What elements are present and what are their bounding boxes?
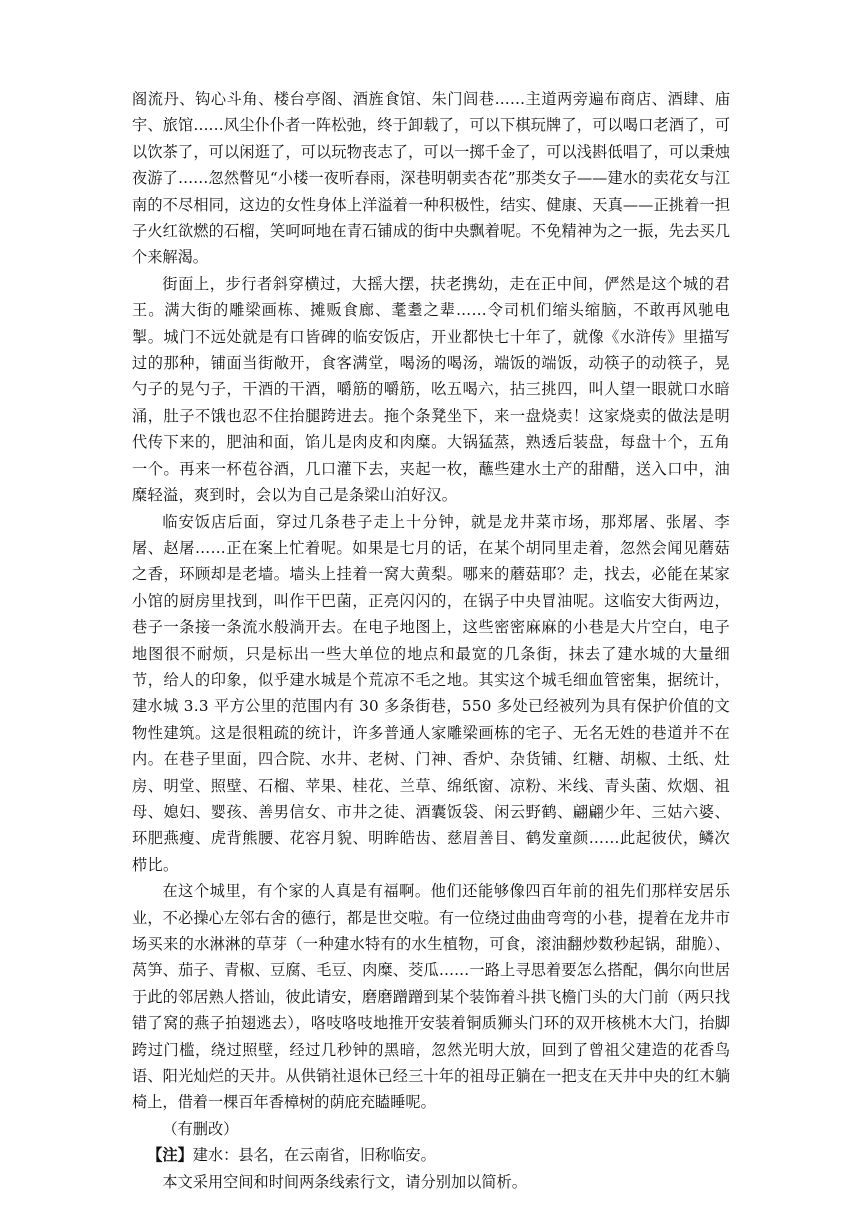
paragraph-4: 在这个城里，有个家的人真是有福啊。他们还能够像四百年前的祖先们那样安居乐业，不必操心左邻右舍的德行，都是世交啦。有一位绕过曲曲弯弯的小巷，提着在龙井市场买来的水淋淋的草芽（一种建水特有的水生植物，可食，滚油翻炒数秒起锅，甜脆）、莴笋、茄子、青椒、豆腐、毛豆、肉糜、茭瓜……一路上寻思着要怎么搭配，偶尔向世居于此的邻居熟人搭讪，彼此请安，磨磨蹭蹭到某个装饰着斗拱飞檐门头的大门前（两只找错了窝的燕子拍翅逃去），咯吱咯吱地推开安装着铜质狮头门环的双开核桃木大门，抬脚跨过门槛，绕过照壁，经过几秒钟的黑暗，忽然光明大放，回到了曾祖父建造的花香鸟语、阳光灿烂的天井。从供销社退休已经三十年的祖母正躺在一把支在天井中央的红木躺椅上，借着一棵百年香樟树的荫庇充瞌睡呢。 <box>132 882 730 1112</box>
question: 本文采用空间和时间两条线索行文，请分别加以简析。 <box>162 1172 527 1191</box>
footnote <box>132 1142 730 1168</box>
edit-note: （有删改） <box>162 1119 239 1138</box>
footnote-label: 【注】 <box>147 1146 193 1165</box>
footnote-text: 建水：县名，在云南省，旧称临安。 <box>192 1146 436 1165</box>
paragraph-3: 临安饭店后面，穿过几条巷子走上十分钟，就是龙井菜市场，那郑屠、张屠、李屠、赵屠……正在案上忙着呢。如果是七月的话，在某个胡同里走着，忽然会闻见蘑菇之香，环顾却是老墙。墙头上挂着一窝大黄梨。哪来的蘑菇耶？走，找去，必能在某家小馆的厨房里找到，叫作干巴菌，正亮闪闪的，在锅子中央冒油呢。这临安大街两边，巷子一条接一条流水般淌开去。在电子地图上，这些密密麻麻的小巷是大片空白，电子地图很不耐烦，只是标出一些大单位的地点和最宽的几条街，抹去了建水城的大量细节，给人的印象，似乎建水城是个荒凉不毛之地。其实这个城毛细血管密集，据统计，建水城 3.3 平方公里的范围内有 30 多条街巷，550 多处已经被列为具有保护价值的文物性建筑。这是很粗疏的统计，许多普通人家雕梁画栋的宅子、无名无姓的巷道并不在内。在巷子里面，四合院、水井、老树、门神、香炉、杂货铺、红糖、胡椒、土纸、灶房、明堂、照壁、石榴、苹果、桂花、兰草、绵纸窗、凉粉、米线、青头菌、炊烟、祖母、媳妇、婴孩、善男信女、市井之徒、酒囊饭袋、闲云野鹤、翩翩少年、三姑六婆、环肥燕瘦、虎背熊腰、花容月貌、明眸皓齿、慈眉善目、鹤发童颜……此起彼伏，鳞次栉比。 <box>132 512 730 874</box>
paragraph-2: 街面上，步行者斜穿横过，大摇大摆，扶老携幼，走在正中间，俨然是这个城的君王。满大街的雕梁画栋、摊贩食廊、耄耋之辈……令司机们缩头缩脑，不敢再风驰电掣。城门不远处就是有口皆碑的临安饭店，开业都快七十年了，就像《水浒传》里描写过的那种，铺面当街敞开，食客满堂，喝汤的喝汤，端饭的端饭，动筷子的动筷子，晃勺子的晃勺子，干酒的干酒，嚼筋的嚼筋，吆五喝六，拈三挑四，叫人望一眼就口水暗涌，肚子不饿也忍不住抬腿跨进去。拖个条凳坐下，来一盘烧卖！这家烧卖的做法是明代传下来的，肥油和面，馅儿是肉皮和肉糜。大锅猛蒸，熟透后装盘，每盘十个，五角一个。再来一杯苞谷酒，几口灌下去，夹起一枚，蘸些建水土产的甜醋，送入口中，油糜轻溢，爽到时，会以为自己是条梁山泊好汉。 <box>132 274 730 505</box>
article-body <box>132 86 730 1195</box>
paragraph-1: 阁流丹、钩心斗角、楼台亭阁、酒旌食馆、朱门闾巷……主道两旁遍布商店、酒肆、庙宇、旅馆……风尘仆仆者一阵松弛，终于卸载了，可以下棋玩牌了，可以喝口老酒了，可以饮茶了，可以闲逛了，可以玩物丧志了，可以一掷千金了，可以浅斟低唱了，可以秉烛夜游了……忽然瞥见“小楼一夜听春雨，深巷明朝卖杏花”那类女子——建水的卖花女与江南的不尽相同，这边的女性身体上洋溢着一种积极性，结实、健康、天真——正挑着一担子火红欲燃的石榴，笑呵呵地在青石铺成的街中央飘着呢。不免精神为之一振，先去买几个来解渴。 <box>132 90 730 267</box>
